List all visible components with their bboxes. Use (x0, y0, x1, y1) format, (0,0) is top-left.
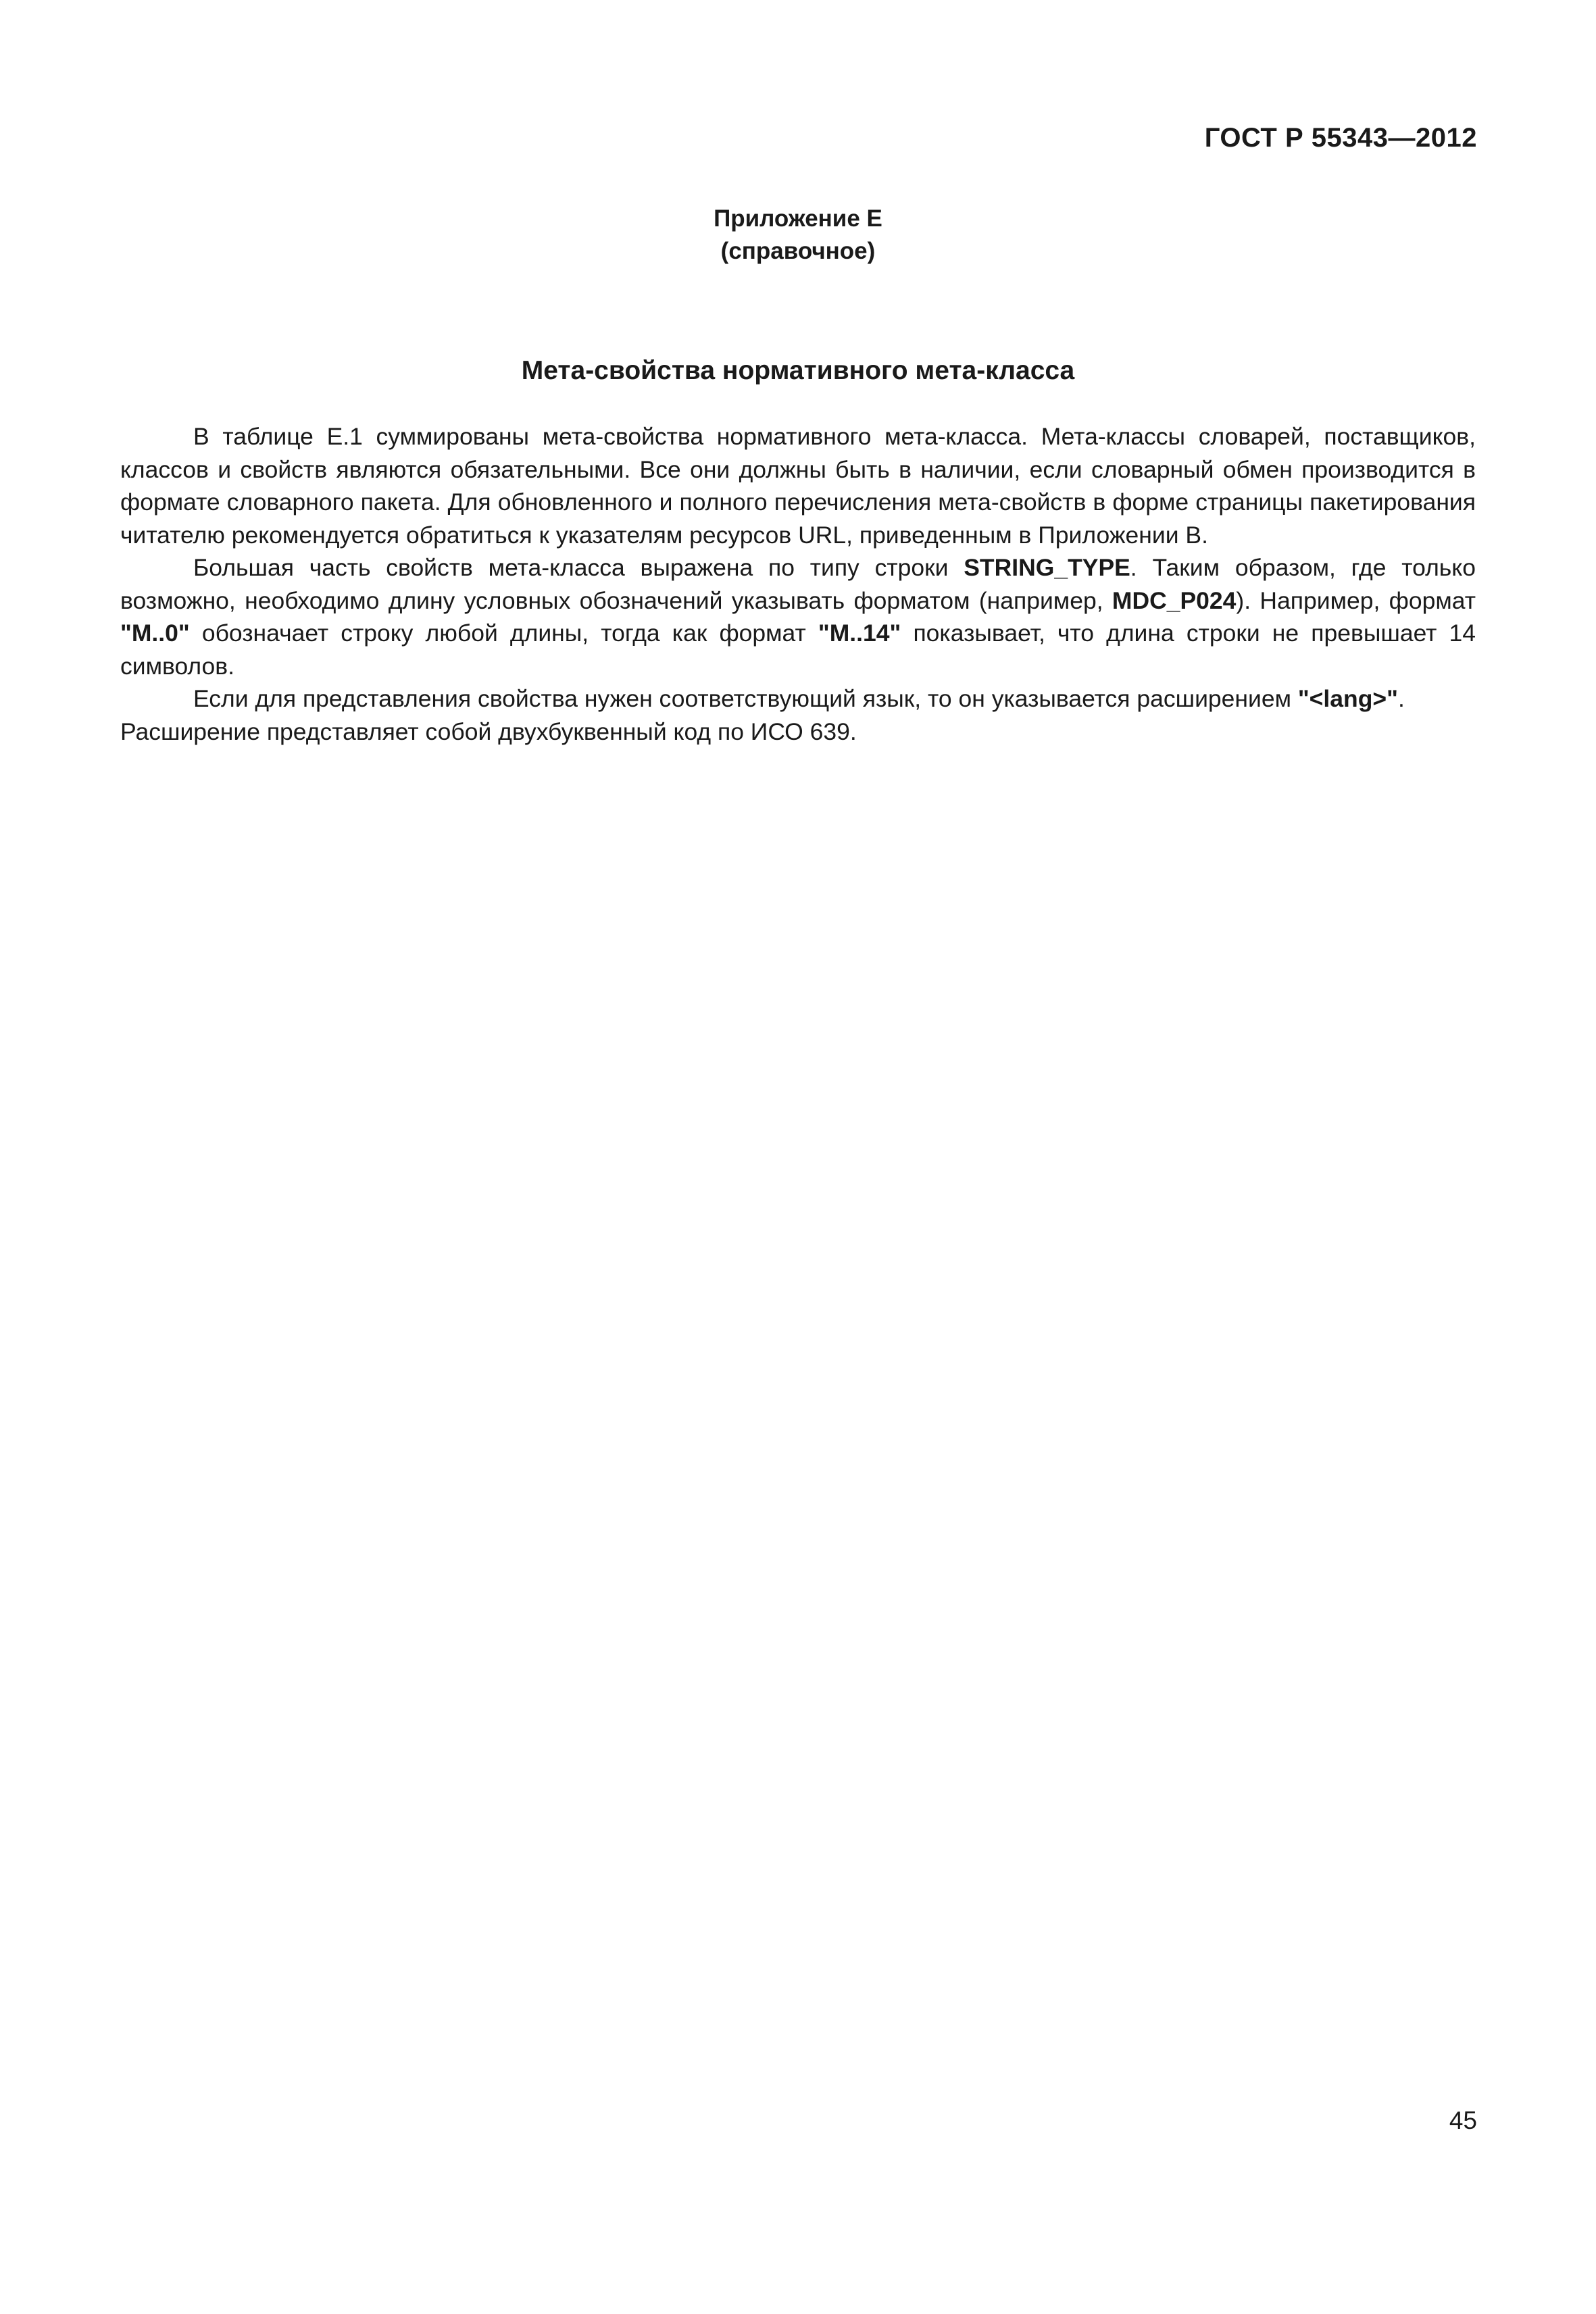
mdc-p024-term: MDC_P024 (1112, 586, 1237, 614)
appendix-subtitle: (справочное) (720, 238, 876, 264)
string-type-term: STRING_TYPE (964, 554, 1130, 581)
paragraph-3-text-c: . (1397, 685, 1405, 712)
paragraph-2 (120, 551, 1476, 682)
lang-extension-term: "<lang>" (1297, 685, 1398, 712)
appendix-heading (0, 203, 1596, 268)
paragraph-2-text-i: показывает, что длина строки не превышает 14 символов. (120, 620, 1476, 680)
section-title: Мета-свойства нормативного мета-класса (521, 356, 1075, 385)
appendix-title: Приложение Е (714, 205, 882, 232)
page-number: 45 (1449, 2107, 1477, 2134)
paragraph-3-text-a: Если для представления свойства нужен соответствующий язык, то он указывается расширением (193, 685, 1298, 712)
paragraph-2-text-g: обозначает строку любой длины, тогда как формат (189, 620, 818, 647)
document-code: ГОСТ Р 55343—2012 (1204, 123, 1477, 153)
paragraph-3 (120, 682, 1476, 715)
format-m14-term: "M..14" (818, 620, 901, 647)
paragraph-4: Расширение представляет собой двухбуквенный код по ИСО 639. (120, 718, 857, 745)
paragraph-2-text-a: Большая часть свойств мета-класса выражена по типу строки (193, 554, 964, 581)
paragraph-2-text-c: . Таким образом, где только возможно, необходимо длину условных обозначений указывать форматом (например, (120, 554, 1476, 614)
format-m0-term: "M..0" (120, 620, 190, 647)
paragraph-1: В таблице Е.1 суммированы мета-свойства нормативного мета-класса. Мета-классы словарей, поставщиков, классов и свойств являются обязательными. Все они должны быть в наличии, если словарный обмен производится в формате словарного пакета. Для обновленного и полного перечисления мета-свойств в форме страницы пакетирования читателю рекомендуется обратиться к указателям ресурсов URL, приведенным в Приложении В. (120, 423, 1476, 549)
body-text (120, 420, 1476, 748)
paragraph-2-text-e: ). Например, формат (1236, 586, 1476, 614)
